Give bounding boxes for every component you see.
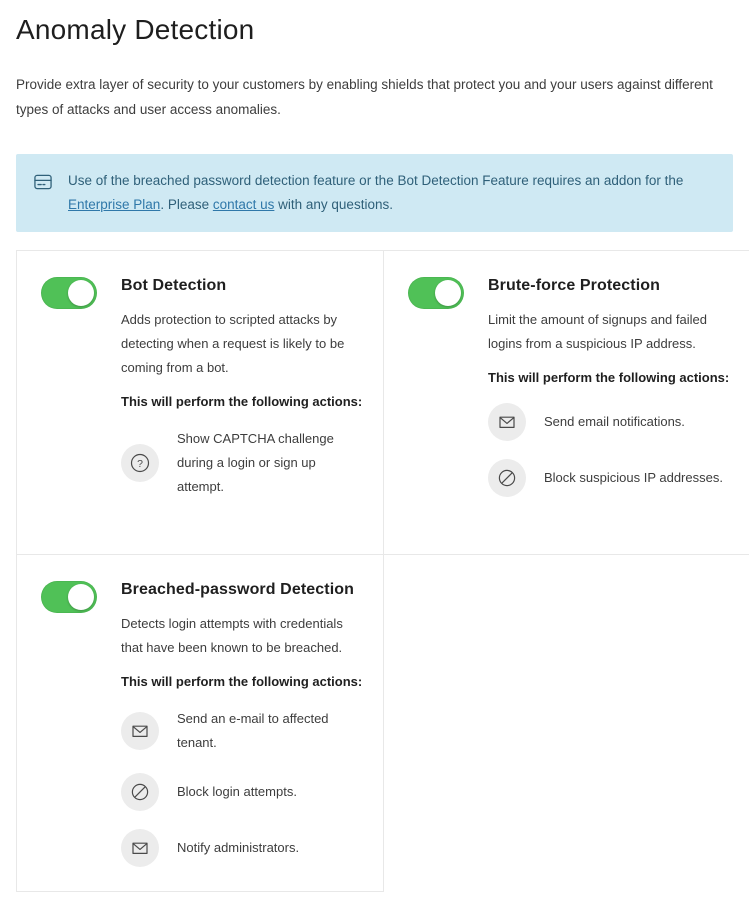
toggle-knob xyxy=(68,280,94,306)
svg-text:?: ? xyxy=(137,457,143,470)
actions-heading: This will perform the following actions: xyxy=(121,394,363,409)
actions-heading: This will perform the following actions: xyxy=(488,370,730,385)
breached-password-detection-toggle[interactable] xyxy=(41,581,97,613)
card-breached-password-detection xyxy=(16,555,384,892)
card-description: Adds protection to scripted attacks by detecting when a request is likely to be coming from a bot. xyxy=(121,312,345,375)
card-title: Breached-password Detection xyxy=(121,581,354,598)
question-icon xyxy=(121,444,159,482)
billing-card-icon xyxy=(32,171,54,193)
card-title: Bot Detection xyxy=(121,277,227,294)
card-description: Detects login attempts with credentials that have been known to be breached. xyxy=(121,616,343,655)
action-row xyxy=(121,773,359,811)
action-row xyxy=(121,427,359,499)
card-description: Limit the amount of signups and failed logins from a suspicious IP address. xyxy=(488,312,707,351)
toggle-knob xyxy=(435,280,461,306)
banner-text xyxy=(68,169,709,217)
card-body xyxy=(121,581,363,867)
card-body xyxy=(121,277,363,499)
enterprise-plan-link[interactable]: Enterprise Plan xyxy=(68,197,161,212)
action-text: Send an e-mail to affected tenant. xyxy=(177,711,329,750)
mail-icon xyxy=(121,712,159,750)
block-icon xyxy=(488,459,526,497)
banner-text-part2: . Please xyxy=(160,197,213,212)
mail-icon xyxy=(121,829,159,867)
block-icon xyxy=(121,773,159,811)
empty-grid-cell xyxy=(384,555,749,892)
toggle-knob xyxy=(68,584,94,610)
info-banner xyxy=(16,154,733,232)
page-title: Anomaly Detection xyxy=(16,14,255,45)
action-text: Send email notifications. xyxy=(544,414,685,429)
action-row xyxy=(121,707,359,755)
brute-force-protection-toggle[interactable] xyxy=(408,277,464,309)
action-row xyxy=(488,459,726,497)
action-row xyxy=(121,829,359,867)
card-title: Brute-force Protection xyxy=(488,277,660,294)
action-text: Notify administrators. xyxy=(177,840,300,855)
card-brute-force-protection xyxy=(384,250,749,555)
action-text: Block login attempts. xyxy=(177,784,297,799)
actions-heading: This will perform the following actions: xyxy=(121,674,363,689)
card-body xyxy=(488,277,730,497)
action-text: Show CAPTCHA challenge during a login or sign up attempt. xyxy=(177,431,334,494)
action-text: Block suspicious IP addresses. xyxy=(544,470,723,485)
shields-grid xyxy=(16,250,733,892)
banner-text-part1: Use of the breached password detection feature or the Bot Detection Feature requires an addon for the xyxy=(68,173,684,188)
card-bot-detection xyxy=(16,250,384,555)
page-description: Provide extra layer of security to your customers by enabling shields that protect you and your users against different types of attacks and user access anomalies. xyxy=(16,77,713,117)
contact-us-link[interactable]: contact us xyxy=(212,197,275,212)
banner-text-part3: with any questions. xyxy=(274,197,393,212)
action-row xyxy=(488,403,726,441)
mail-icon xyxy=(488,403,526,441)
bot-detection-toggle[interactable] xyxy=(41,277,97,309)
